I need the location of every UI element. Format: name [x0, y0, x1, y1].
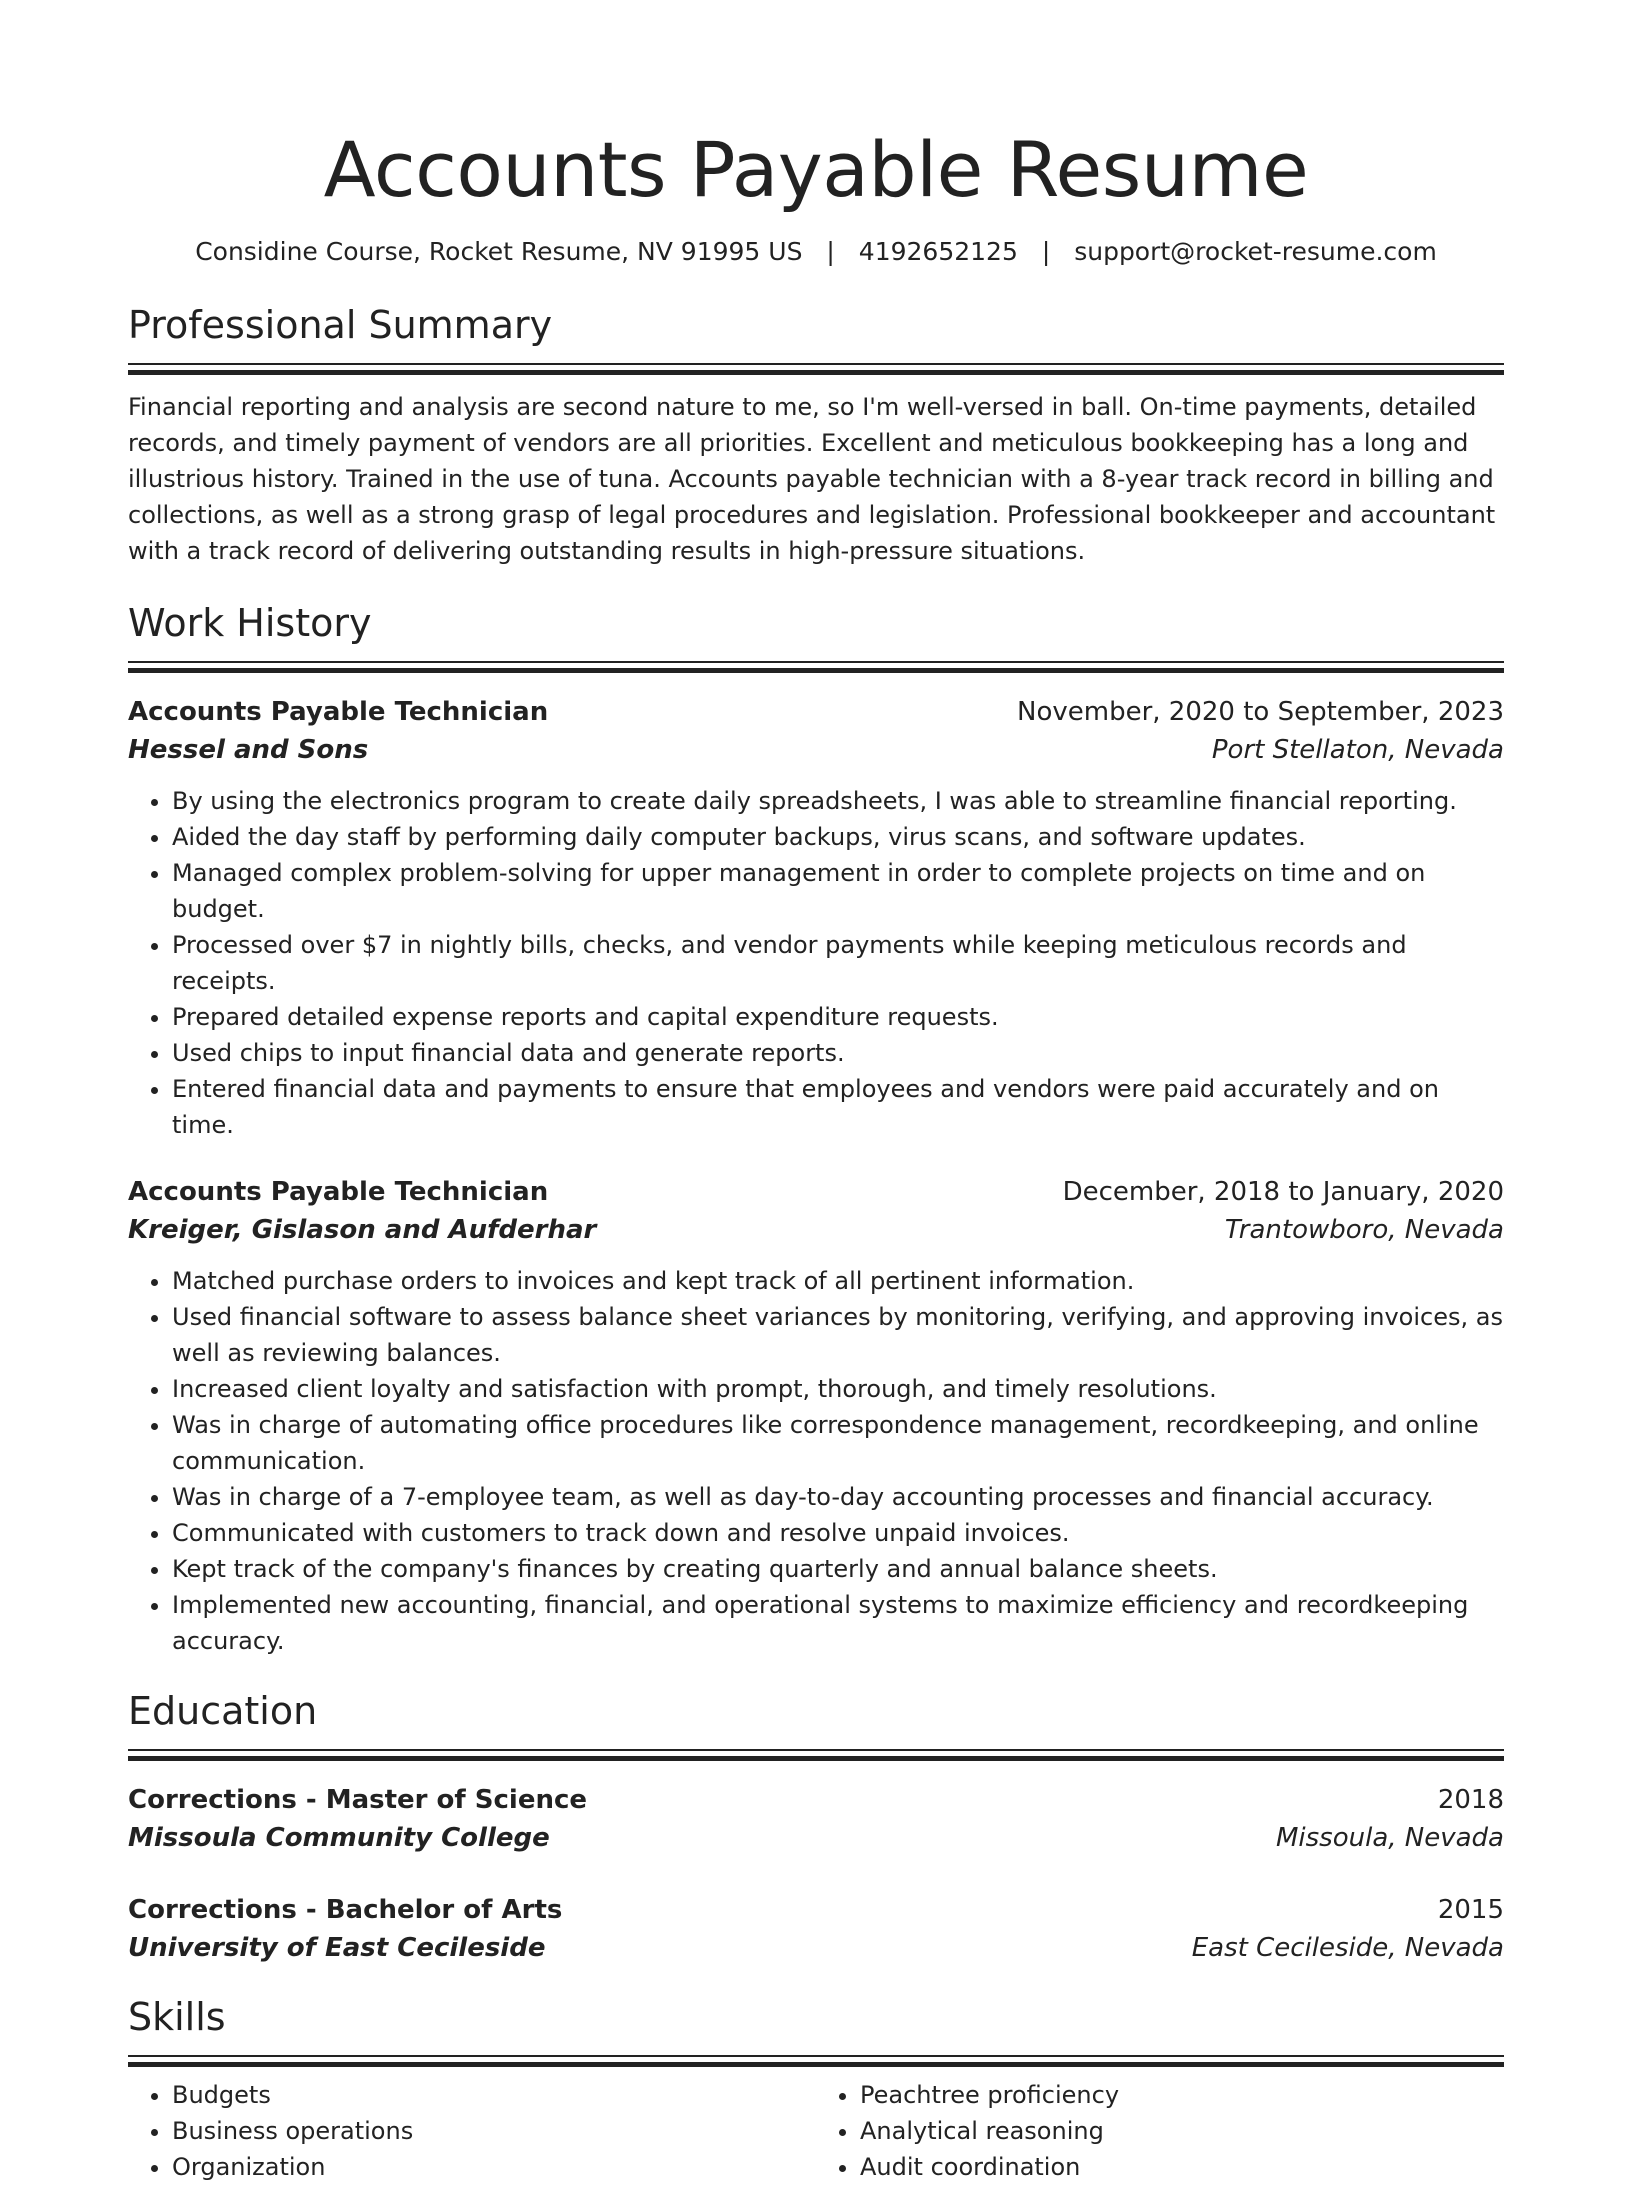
list-item: • Business operations — [172, 2113, 816, 2149]
education-heading: Education — [128, 1689, 318, 1733]
section-divider — [128, 1749, 1504, 1761]
list-item: • Managed complex problem-solving for upper management in order to complete projects on time and on budget. — [172, 855, 1504, 927]
contact-phone: 4192652125 — [858, 237, 1018, 266]
education-year: 2015 — [1437, 1895, 1504, 1925]
skills-columns — [128, 2067, 1504, 2185]
job-bullets — [128, 1263, 1504, 1659]
education-location: Missoula, Nevada — [1275, 1823, 1504, 1853]
list-item: • Used chips to input financial data and generate reports. — [172, 1035, 1504, 1071]
section-divider — [128, 2055, 1504, 2067]
work-section — [128, 597, 1504, 1659]
list-item: • Was in charge of a 7-employee team, as well as day-to-day accounting processes and financial accuracy. — [172, 1479, 1504, 1515]
list-item: • Kept track of the company's finances by creating quarterly and annual balance sheets. — [172, 1551, 1504, 1587]
list-item: • Processed over $7 in nightly bills, checks, and vendor payments while keeping meticulous records and receipts. — [172, 927, 1504, 999]
skills-list-left — [128, 2077, 816, 2185]
skills-list-right — [816, 2077, 1504, 2185]
list-item: • Was in charge of automating office procedures like correspondence management, recordkeeping, and online communication. — [172, 1407, 1504, 1479]
job-title: Accounts Payable Technician — [128, 1177, 549, 1207]
list-item: • Aided the day staff by performing daily computer backups, virus scans, and software updates. — [172, 819, 1504, 855]
job-company: Hessel and Sons — [128, 735, 369, 765]
summary-text: Financial reporting and analysis are second nature to me, so I'm well-versed in ball. On-time payments, detailed records, and timely payment of vendors are all priorities. Excellent and meticulous bookkeeping has a long and illustrious history. Trained in the use of tuna. Accounts payable technician with a 8-year track record in billing and collections, as well as a strong grasp of legal procedures and legislation. Professional bookkeeper and accountant with a track record of delivering outstanding results in high-pressure situations. — [128, 393, 1496, 565]
job-location: Trantowboro, Nevada — [1224, 1215, 1504, 1245]
skills-section — [128, 1991, 1504, 2185]
job-company: Kreiger, Gislason and Aufderhar — [128, 1215, 597, 1245]
education-degree: Corrections - Bachelor of Arts — [128, 1895, 563, 1925]
education-year: 2018 — [1437, 1785, 1504, 1815]
list-item: • Analytical reasoning — [860, 2113, 1504, 2149]
list-item: • Organization — [172, 2149, 816, 2185]
contact-separator: | — [826, 237, 835, 266]
job-title: Accounts Payable Technician — [128, 697, 549, 727]
list-item: • Matched purchase orders to invoices and kept track of all pertinent information. — [172, 1263, 1504, 1299]
contact-line — [128, 234, 1504, 270]
job-entry — [128, 693, 1504, 1143]
education-entry — [128, 1781, 1504, 1857]
resume-title: Accounts Payable Resume — [323, 125, 1309, 214]
list-item: • Entered financial data and payments to ensure that employees and vendors were paid accurately and on time. — [172, 1071, 1504, 1143]
list-item: • Budgets — [172, 2077, 816, 2113]
list-item: • Prepared detailed expense reports and capital expenditure requests. — [172, 999, 1504, 1035]
section-divider — [128, 363, 1504, 375]
list-item: • By using the electronics program to create daily spreadsheets, I was able to streamline financial reporting. — [172, 783, 1504, 819]
contact-address: Considine Course, Rocket Resume, NV 91995 US — [195, 237, 803, 266]
education-school: University of East Cecileside — [128, 1933, 546, 1963]
summary-section — [128, 299, 1504, 569]
list-item: • Audit coordination — [860, 2149, 1504, 2185]
job-entry — [128, 1173, 1504, 1659]
list-item: • Used financial software to assess balance sheet variances by monitoring, verifying, and approving invoices, as well as reviewing balances. — [172, 1299, 1504, 1371]
section-divider — [128, 661, 1504, 673]
education-location: East Cecileside, Nevada — [1191, 1933, 1504, 1963]
job-bullets — [128, 783, 1504, 1143]
education-school: Missoula Community College — [128, 1823, 550, 1853]
work-heading: Work History — [128, 601, 372, 645]
list-item: • Peachtree proficiency — [860, 2077, 1504, 2113]
job-dates: November, 2020 to September, 2023 — [1017, 697, 1504, 727]
education-entry — [128, 1891, 1504, 1967]
list-item: • Implemented new accounting, financial, and operational systems to maximize efficiency and recordkeeping accuracy. — [172, 1587, 1504, 1659]
job-location: Port Stellaton, Nevada — [1211, 735, 1504, 765]
list-item: • Increased client loyalty and satisfaction with prompt, thorough, and timely resolutions. — [172, 1371, 1504, 1407]
contact-separator: | — [1041, 237, 1051, 266]
skills-heading: Skills — [128, 1995, 226, 2039]
contact-email: support@rocket-resume.com — [1074, 237, 1437, 266]
list-item: • Communicated with customers to track down and resolve unpaid invoices. — [172, 1515, 1504, 1551]
education-degree: Corrections - Master of Science — [128, 1785, 588, 1815]
job-dates: December, 2018 to January, 2020 — [1062, 1177, 1504, 1207]
summary-heading: Professional Summary — [128, 303, 553, 347]
education-section — [128, 1685, 1504, 1967]
